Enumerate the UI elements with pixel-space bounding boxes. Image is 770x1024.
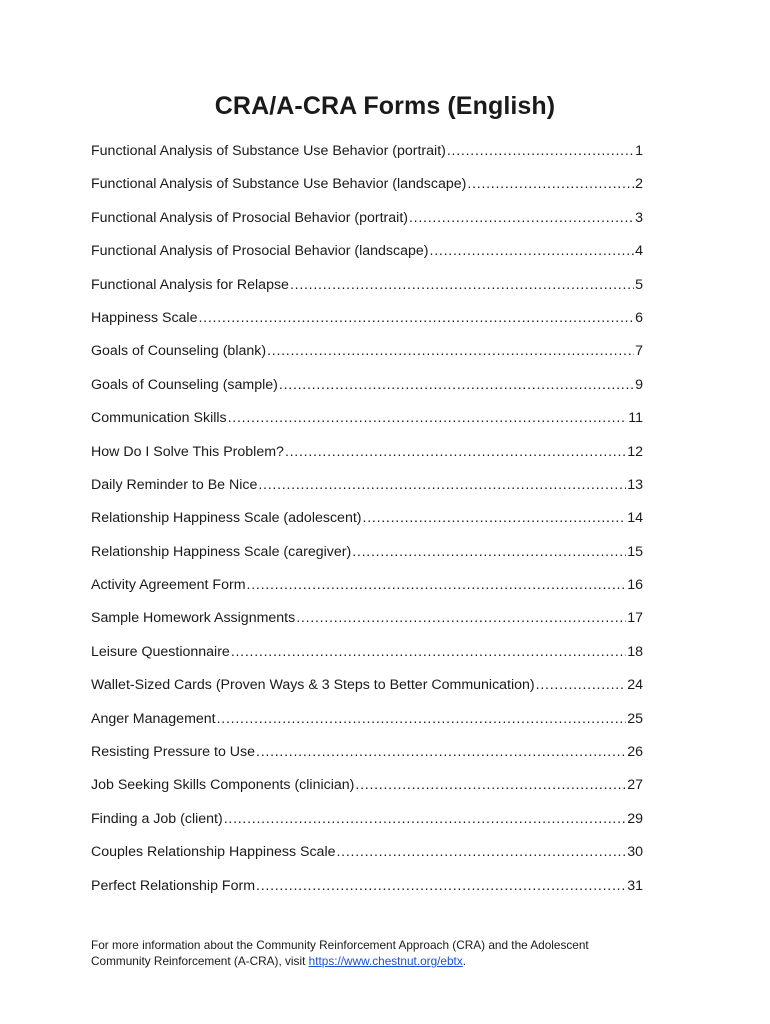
toc-dot-leader: [267, 341, 634, 361]
toc-entry-page-number: 26: [627, 744, 643, 761]
toc-entry-page-number: 12: [627, 443, 643, 460]
toc-entry[interactable]: [91, 341, 643, 374]
toc-dot-leader: [363, 508, 627, 528]
page-title: CRA/A-CRA Forms (English): [214, 92, 556, 120]
toc-entry-page-number: 17: [627, 610, 643, 627]
toc-dot-leader: [290, 275, 634, 295]
toc-entry-title: Resisting Pressure to Use: [91, 744, 256, 761]
toc-dot-leader: [352, 542, 626, 562]
toc-dot-leader: [247, 575, 627, 595]
toc-entry-page-number: 6: [635, 309, 643, 326]
toc-entry-page-number: 2: [635, 176, 643, 193]
toc-entry-page-number: 15: [627, 543, 643, 560]
toc-entry-title: Daily Reminder to Be Nice: [91, 476, 258, 493]
toc-entry-page-number: 11: [628, 410, 643, 427]
toc-entry[interactable]: [91, 308, 643, 341]
toc-entry-page-number: 3: [635, 209, 643, 226]
toc-entry[interactable]: [91, 442, 643, 475]
toc-dot-leader: [337, 842, 627, 862]
toc-entry-title: Wallet-Sized Cards (Proven Ways & 3 Steps to Better Communication): [91, 677, 535, 694]
toc-entry[interactable]: [91, 475, 643, 508]
toc-entry-page-number: 24: [627, 677, 643, 694]
footer-link[interactable]: https://www.chestnut.org/ebtx: [308, 954, 463, 968]
toc-entry-page-number: 27: [627, 777, 643, 794]
toc-entry-title: Communication Skills: [91, 410, 227, 427]
toc-entry-page-number: 16: [627, 577, 643, 594]
toc-entry-page-number: 1: [635, 143, 643, 159]
toc-entry-title: Finding a Job (client): [91, 810, 223, 827]
table-of-contents: [91, 141, 643, 909]
toc-entry-title: Functional Analysis of Substance Use Behavior (portrait): [91, 143, 446, 159]
toc-entry-page-number: 25: [627, 710, 643, 727]
toc-entry-title: Relationship Happiness Scale (caregiver): [91, 543, 352, 560]
toc-entry-page-number: 29: [627, 810, 643, 827]
toc-entry-page-number: 31: [627, 877, 643, 894]
toc-entry-title: Perfect Relationship Form: [91, 877, 256, 894]
toc-entry-title: Leisure Questionnaire: [91, 643, 230, 660]
toc-dot-leader: [217, 709, 627, 729]
toc-entry-page-number: 18: [627, 643, 643, 660]
toc-dot-leader: [355, 775, 626, 795]
toc-entry-title: Couples Relationship Happiness Scale: [91, 844, 336, 861]
toc-entry-page-number: 7: [635, 343, 643, 360]
toc-entry[interactable]: [91, 408, 643, 441]
toc-entry[interactable]: [91, 742, 643, 775]
toc-entry[interactable]: [91, 508, 643, 541]
toc-entry-title: Activity Agreement Form: [91, 577, 246, 594]
toc-dot-leader: [256, 876, 626, 896]
toc-entry[interactable]: [91, 608, 643, 641]
toc-dot-leader: [467, 174, 634, 194]
toc-entry-title: Happiness Scale: [91, 309, 198, 326]
toc-dot-leader: [430, 241, 635, 261]
toc-entry-title: Job Seeking Skills Components (clinician): [91, 777, 355, 794]
toc-entry[interactable]: [91, 842, 643, 875]
toc-entry-title: Anger Management: [91, 710, 216, 727]
toc-entry-page-number: 9: [635, 376, 643, 393]
footer-note: [91, 937, 651, 969]
toc-dot-leader: [231, 642, 626, 662]
toc-entry-title: Functional Analysis of Prosocial Behavior (portrait): [91, 209, 408, 226]
toc-entry[interactable]: [91, 575, 643, 608]
toc-entry[interactable]: [91, 809, 643, 842]
toc-dot-leader: [279, 375, 634, 395]
toc-entry[interactable]: [91, 675, 643, 708]
toc-dot-leader: [447, 141, 634, 161]
toc-dot-leader: [256, 742, 626, 762]
toc-entry-title: Functional Analysis of Prosocial Behavior (landscape): [91, 243, 429, 260]
footer-suffix: .: [462, 954, 467, 968]
toc-entry[interactable]: [91, 241, 643, 274]
toc-entry[interactable]: [91, 141, 643, 174]
toc-dot-leader: [296, 608, 626, 628]
toc-dot-leader: [258, 475, 626, 495]
toc-entry-page-number: 14: [627, 510, 643, 527]
toc-dot-leader: [224, 809, 627, 829]
toc-entry-title: Goals of Counseling (sample): [91, 376, 278, 393]
toc-entry[interactable]: [91, 876, 643, 909]
toc-entry-page-number: 13: [627, 476, 643, 493]
toc-entry-page-number: 5: [635, 276, 643, 293]
toc-entry[interactable]: [91, 709, 643, 742]
toc-entry[interactable]: [91, 208, 643, 241]
toc-entry[interactable]: [91, 375, 643, 408]
toc-entry-title: How Do I Solve This Problem?: [91, 443, 284, 460]
toc-entry[interactable]: [91, 642, 643, 675]
toc-entry-title: Functional Analysis of Substance Use Behavior (landscape): [91, 176, 467, 193]
toc-entry-title: Relationship Happiness Scale (adolescent): [91, 510, 362, 527]
toc-dot-leader: [409, 208, 634, 228]
toc-entry-title: Goals of Counseling (blank): [91, 343, 267, 360]
toc-entry-title: Functional Analysis for Relapse: [91, 276, 289, 293]
toc-entry[interactable]: [91, 542, 643, 575]
toc-dot-leader: [285, 442, 626, 462]
toc-dot-leader: [228, 408, 628, 428]
toc-entry-page-number: 4: [635, 243, 643, 260]
toc-entry[interactable]: [91, 275, 643, 308]
toc-dot-leader: [198, 308, 634, 328]
toc-entry[interactable]: [91, 174, 643, 207]
footer-text: For more information about the Community Reinforcement Approach (CRA) and the Adolescent Community Reinforcement (A-CRA), visit: [91, 938, 589, 968]
toc-entry-title: Sample Homework Assignments: [91, 610, 296, 627]
toc-entry-page-number: 30: [627, 844, 643, 861]
toc-entry[interactable]: [91, 775, 643, 808]
toc-dot-leader: [536, 675, 627, 695]
